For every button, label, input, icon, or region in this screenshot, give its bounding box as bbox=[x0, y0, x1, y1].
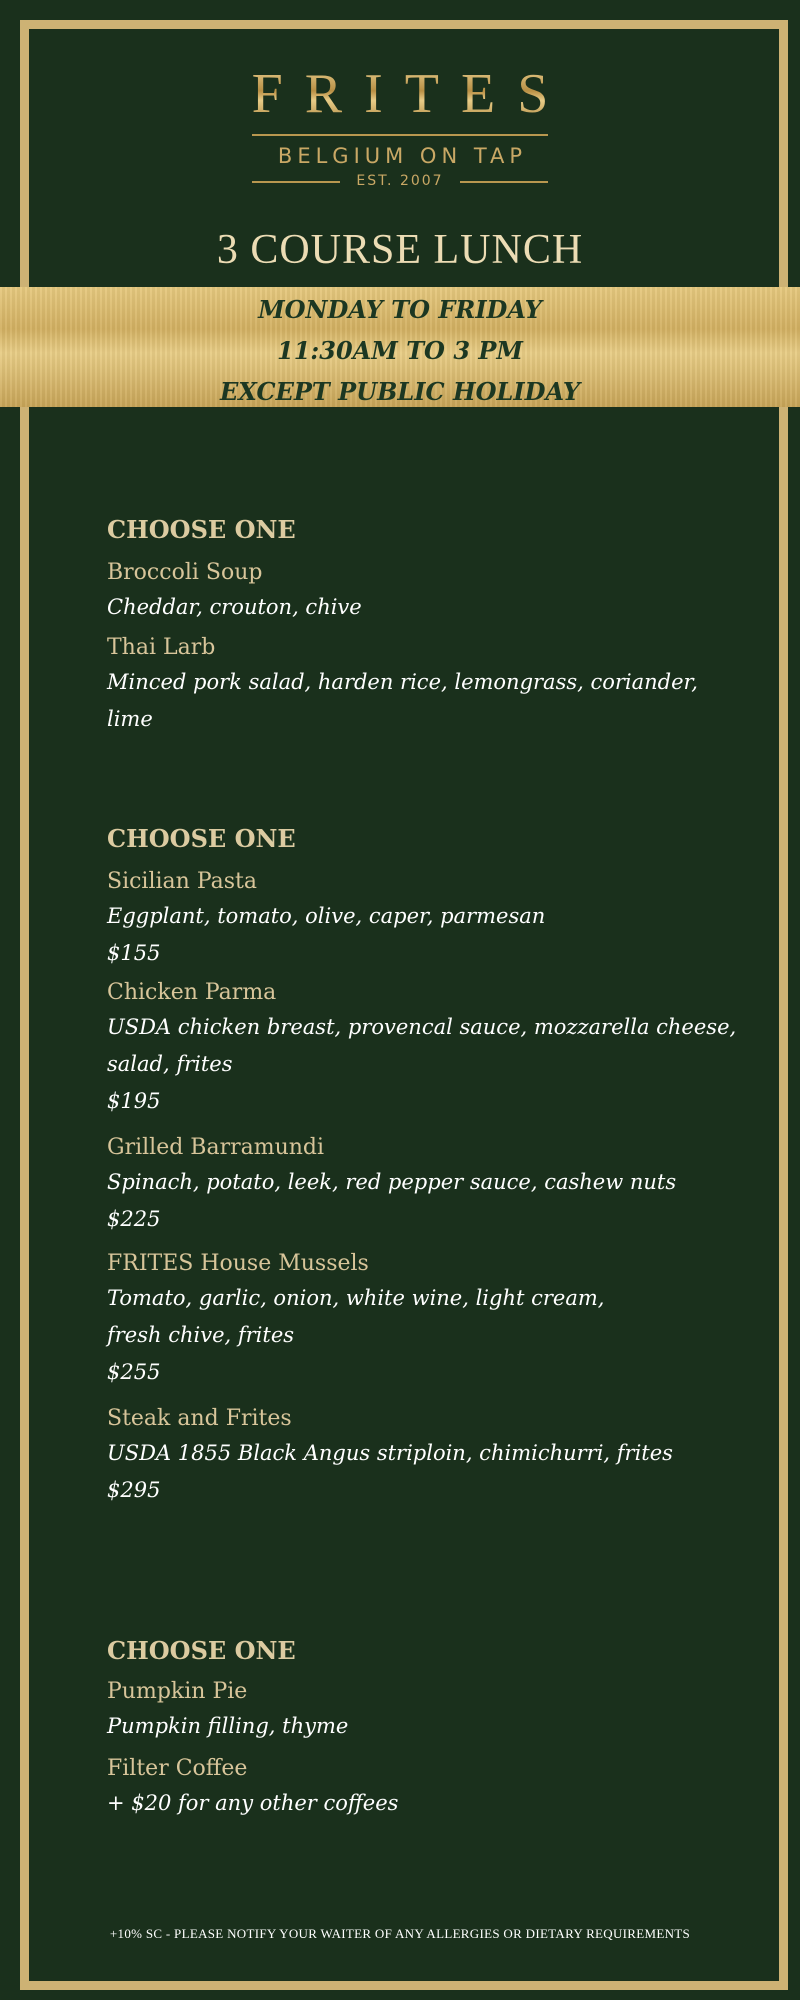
item-name: Chicken Parma bbox=[107, 980, 277, 1005]
item-name: FRITES House Mussels bbox=[107, 1251, 369, 1276]
schedule-banner bbox=[0, 287, 800, 407]
item-price: $225 bbox=[107, 1207, 161, 1231]
item-description: + $20 for any other coffees bbox=[107, 1791, 399, 1815]
menu-item bbox=[107, 977, 737, 1120]
schedule-days: MONDAY TO FRIDAY bbox=[258, 295, 542, 324]
menu-item bbox=[107, 557, 737, 626]
schedule-exception: EXCEPT PUBLIC HOLIDAY bbox=[219, 377, 581, 406]
footer-notice: +10% SC - PLEASE NOTIFY YOUR WAITER OF ANY ALLERGIES OR DIETARY REQUIREMENTS bbox=[109, 1926, 691, 1941]
section-heading: CHOOSE ONE bbox=[107, 1636, 296, 1665]
page-title: 3 COURSE LUNCH bbox=[216, 227, 584, 273]
item-name: Broccoli Soup bbox=[107, 560, 263, 585]
item-description: Tomato, garlic, onion, white wine, light cream, bbox=[107, 1286, 605, 1310]
item-description: Cheddar, crouton, chive bbox=[107, 595, 362, 619]
menu-section-starters bbox=[107, 513, 737, 738]
item-description: USDA chicken breast, provencal sauce, mozzarella cheese, bbox=[107, 1015, 737, 1039]
menu-section-mains bbox=[107, 822, 737, 1509]
menu-item bbox=[107, 1248, 737, 1391]
item-price: $295 bbox=[107, 1478, 161, 1502]
item-description: fresh chive, frites bbox=[107, 1323, 295, 1347]
item-description: Minced pork salad, harden rice, lemongrass, coriander, bbox=[107, 670, 698, 694]
item-price: $195 bbox=[107, 1089, 161, 1113]
logo-est-line-right bbox=[460, 181, 548, 183]
item-description: lime bbox=[107, 707, 153, 731]
item-description: Pumpkin filling, thyme bbox=[107, 1714, 349, 1738]
menu-item bbox=[107, 1676, 737, 1745]
item-description: salad, frites bbox=[107, 1052, 233, 1076]
menu-item bbox=[107, 1132, 737, 1238]
item-name: Filter Coffee bbox=[107, 1756, 248, 1781]
logo-divider bbox=[252, 134, 548, 136]
item-description: USDA 1855 Black Angus striploin, chimichurri, frites bbox=[107, 1441, 673, 1465]
menu-item bbox=[107, 866, 737, 972]
item-price: $155 bbox=[107, 941, 161, 965]
menu-item bbox=[107, 1753, 737, 1822]
section-heading: CHOOSE ONE bbox=[107, 824, 296, 853]
item-description: Spinach, potato, leek, red pepper sauce, cashew nuts bbox=[107, 1170, 677, 1194]
schedule-hours: 11:30AM TO 3 PM bbox=[277, 336, 523, 365]
item-price: $255 bbox=[107, 1360, 161, 1384]
logo-est-text: EST. 2007 bbox=[356, 173, 444, 189]
logo-est-line-left bbox=[252, 181, 340, 183]
logo-established bbox=[252, 172, 548, 190]
logo-wordmark: FRITES bbox=[0, 62, 800, 126]
section-heading: CHOOSE ONE bbox=[107, 515, 296, 544]
item-name: Thai Larb bbox=[107, 635, 216, 660]
menu-item bbox=[107, 1403, 737, 1509]
menu-section-desserts bbox=[107, 1634, 737, 1822]
item-name: Steak and Frites bbox=[107, 1406, 292, 1431]
item-name: Grilled Barramundi bbox=[107, 1135, 325, 1160]
item-description: Eggplant, tomato, olive, caper, parmesan bbox=[107, 904, 546, 928]
item-name: Pumpkin Pie bbox=[107, 1679, 248, 1704]
item-name: Sicilian Pasta bbox=[107, 869, 257, 894]
frites-logo bbox=[0, 62, 800, 190]
logo-tagline: BELGIUM ON TAP bbox=[277, 144, 528, 168]
menu-item bbox=[107, 632, 737, 738]
